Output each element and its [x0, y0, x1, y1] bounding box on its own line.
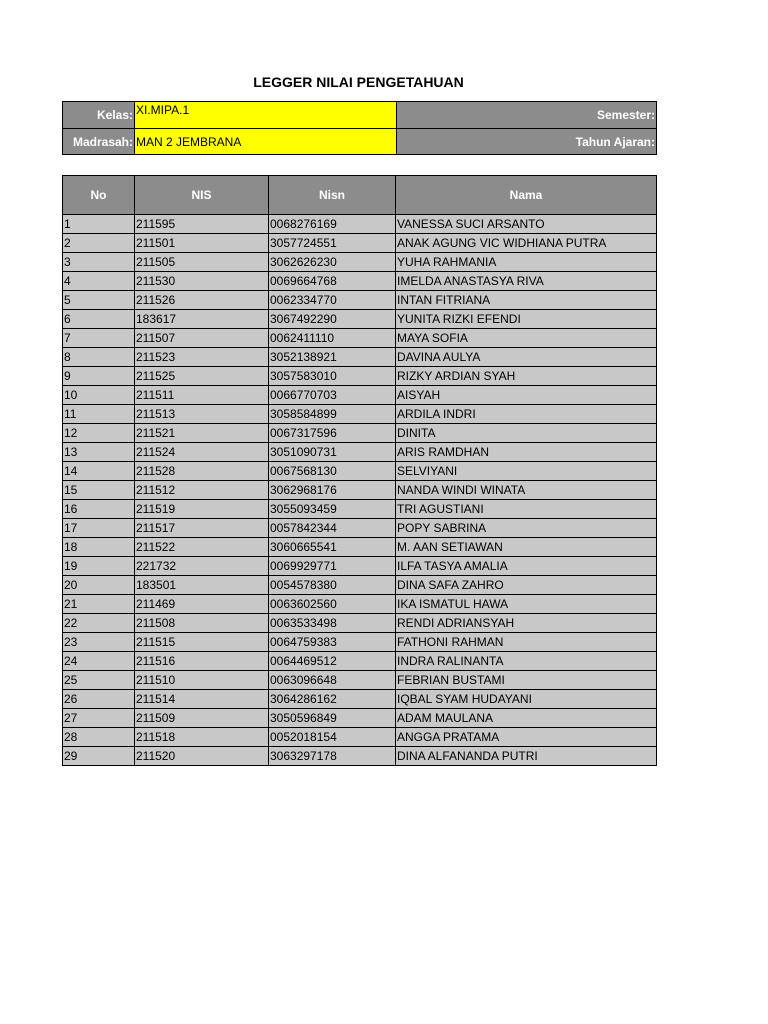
nama-cell[interactable]: FATHONI RAHMAN — [396, 633, 657, 652]
no-cell[interactable]: 27 — [63, 709, 135, 728]
nisn-cell[interactable]: 0067568130 — [269, 462, 396, 481]
nama-cell[interactable]: FEBRIAN BUSTAMI — [396, 671, 657, 690]
nama-cell[interactable]: SELVIYANI — [396, 462, 657, 481]
nis-cell[interactable]: 211525 — [135, 367, 269, 386]
nama-cell[interactable]: ANAK AGUNG VIC WIDHIANA PUTRA — [396, 234, 657, 253]
no-cell[interactable]: 4 — [63, 272, 135, 291]
table-row — [63, 728, 657, 747]
nama-cell[interactable]: VANESSA SUCI ARSANTO — [396, 215, 657, 234]
nisn-cell[interactable]: 3052138921 — [269, 348, 396, 367]
nis-cell[interactable]: 211517 — [135, 519, 269, 538]
no-cell[interactable]: 3 — [63, 253, 135, 272]
table-row — [63, 538, 657, 557]
nis-cell[interactable]: 211524 — [135, 443, 269, 462]
semester-label: Semester: — [397, 102, 657, 129]
nama-cell[interactable]: RIZKY ARDIAN SYAH — [396, 367, 657, 386]
nisn-cell[interactable]: 0064759383 — [269, 633, 396, 652]
nis-cell[interactable]: 221732 — [135, 557, 269, 576]
info-table — [62, 101, 657, 155]
nisn-cell[interactable]: 0068276169 — [269, 215, 396, 234]
info-row-kelas — [63, 102, 657, 129]
no-cell[interactable]: 15 — [63, 481, 135, 500]
no-cell[interactable]: 26 — [63, 690, 135, 709]
header-no: No — [63, 176, 135, 215]
table-row — [63, 690, 657, 709]
nis-cell[interactable]: 211513 — [135, 405, 269, 424]
nama-cell[interactable]: RENDI ADRIANSYAH — [396, 614, 657, 633]
madrasah-label: Madrasah: — [63, 129, 135, 155]
no-cell[interactable]: 18 — [63, 538, 135, 557]
tahun-ajaran-label: Tahun Ajaran: — [397, 129, 657, 155]
nisn-cell[interactable]: 3058584899 — [269, 405, 396, 424]
table-row — [63, 215, 657, 234]
no-cell[interactable]: 1 — [63, 215, 135, 234]
nis-cell[interactable]: 211519 — [135, 500, 269, 519]
kelas-value-cell[interactable]: XI.MIPA.1 — [135, 102, 397, 129]
no-cell[interactable]: 23 — [63, 633, 135, 652]
table-row — [63, 291, 657, 310]
nama-cell[interactable]: M. AAN SETIAWAN — [396, 538, 657, 557]
table-row — [63, 557, 657, 576]
nisn-cell[interactable]: 0063602560 — [269, 595, 396, 614]
info-row-madrasah — [63, 129, 657, 155]
nisn-cell[interactable]: 3063297178 — [269, 747, 396, 766]
table-row — [63, 481, 657, 500]
nisn-cell[interactable]: 3057583010 — [269, 367, 396, 386]
no-cell[interactable]: 11 — [63, 405, 135, 424]
nisn-cell[interactable]: 0054578380 — [269, 576, 396, 595]
madrasah-value-cell[interactable]: MAN 2 JEMBRANA — [135, 129, 397, 155]
nis-cell[interactable]: 183501 — [135, 576, 269, 595]
no-cell[interactable]: 6 — [63, 310, 135, 329]
table-row — [63, 709, 657, 728]
nama-cell[interactable]: IMELDA ANASTASYA RIVA — [396, 272, 657, 291]
no-cell[interactable]: 2 — [63, 234, 135, 253]
nama-cell[interactable]: ANGGA PRATAMA — [396, 728, 657, 747]
table-row — [63, 671, 657, 690]
nama-cell[interactable]: DINA ALFANANDA PUTRI — [396, 747, 657, 766]
no-cell[interactable]: 16 — [63, 500, 135, 519]
table-row — [63, 443, 657, 462]
table-row — [63, 253, 657, 272]
nama-cell[interactable]: INTAN FITRIANA — [396, 291, 657, 310]
table-row — [63, 633, 657, 652]
no-cell[interactable]: 13 — [63, 443, 135, 462]
nisn-cell[interactable]: 0062334770 — [269, 291, 396, 310]
kelas-label: Kelas: — [63, 102, 135, 129]
table-row — [63, 348, 657, 367]
table-row — [63, 576, 657, 595]
nama-cell[interactable]: MAYA SOFIA — [396, 329, 657, 348]
table-row — [63, 519, 657, 538]
student-table — [62, 175, 657, 766]
nisn-cell[interactable]: 3062968176 — [269, 481, 396, 500]
nisn-cell[interactable]: 3064286162 — [269, 690, 396, 709]
no-cell[interactable]: 20 — [63, 576, 135, 595]
nis-cell[interactable]: 211516 — [135, 652, 269, 671]
nis-cell[interactable]: 211505 — [135, 253, 269, 272]
nis-cell[interactable]: 211469 — [135, 595, 269, 614]
nama-cell[interactable]: DINA SAFA ZAHRO — [396, 576, 657, 595]
nisn-cell[interactable]: 0062411110 — [269, 329, 396, 348]
nis-cell[interactable]: 211523 — [135, 348, 269, 367]
nis-cell[interactable]: 211512 — [135, 481, 269, 500]
nisn-cell[interactable]: 0069929771 — [269, 557, 396, 576]
no-cell[interactable]: 17 — [63, 519, 135, 538]
nisn-cell[interactable]: 3062626230 — [269, 253, 396, 272]
table-row — [63, 386, 657, 405]
nis-cell[interactable]: 211522 — [135, 538, 269, 557]
table-row — [63, 614, 657, 633]
no-cell[interactable]: 21 — [63, 595, 135, 614]
nama-cell[interactable]: TRI AGUSTIANI — [396, 500, 657, 519]
table-row — [63, 329, 657, 348]
no-cell[interactable]: 7 — [63, 329, 135, 348]
nisn-cell[interactable]: 0052018154 — [269, 728, 396, 747]
table-row — [63, 310, 657, 329]
nis-cell[interactable]: 211509 — [135, 709, 269, 728]
nis-cell[interactable]: 211520 — [135, 747, 269, 766]
no-cell[interactable]: 5 — [63, 291, 135, 310]
no-cell[interactable]: 28 — [63, 728, 135, 747]
table-row — [63, 500, 657, 519]
nama-cell[interactable]: ARDILA INDRI — [396, 405, 657, 424]
nis-cell[interactable]: 211595 — [135, 215, 269, 234]
no-cell[interactable]: 22 — [63, 614, 135, 633]
nis-cell[interactable]: 211507 — [135, 329, 269, 348]
nama-cell[interactable]: ILFA TASYA AMALIA — [396, 557, 657, 576]
nis-cell[interactable]: 211528 — [135, 462, 269, 481]
table-row — [63, 405, 657, 424]
nisn-cell[interactable]: 3055093459 — [269, 500, 396, 519]
nis-cell[interactable]: 211530 — [135, 272, 269, 291]
nis-cell[interactable]: 211514 — [135, 690, 269, 709]
nisn-cell[interactable]: 0063533498 — [269, 614, 396, 633]
no-cell[interactable]: 19 — [63, 557, 135, 576]
nama-cell[interactable]: IQBAL SYAM HUDAYANI — [396, 690, 657, 709]
nis-cell[interactable]: 183617 — [135, 310, 269, 329]
nama-cell[interactable]: YUNITA RIZKI EFENDI — [396, 310, 657, 329]
table-row — [63, 234, 657, 253]
nis-cell[interactable]: 211508 — [135, 614, 269, 633]
nisn-cell[interactable]: 0067317596 — [269, 424, 396, 443]
nis-cell[interactable]: 211521 — [135, 424, 269, 443]
nama-cell[interactable]: NANDA WINDI WINATA — [396, 481, 657, 500]
nis-cell[interactable]: 211510 — [135, 671, 269, 690]
page-title: LEGGER NILAI PENGETAHUAN — [253, 74, 464, 90]
nisn-cell[interactable]: 3050596849 — [269, 709, 396, 728]
table-row — [63, 462, 657, 481]
nisn-cell[interactable]: 3060665541 — [269, 538, 396, 557]
nama-cell[interactable]: AISYAH — [396, 386, 657, 405]
nisn-cell[interactable]: 0057842344 — [269, 519, 396, 538]
table-row — [63, 424, 657, 443]
no-cell[interactable]: 24 — [63, 652, 135, 671]
nisn-cell[interactable]: 3067492290 — [269, 310, 396, 329]
nisn-cell[interactable]: 3057724551 — [269, 234, 396, 253]
header-nis: NIS — [135, 176, 269, 215]
nama-cell[interactable]: IKA ISMATUL HAWA — [396, 595, 657, 614]
table-row — [63, 652, 657, 671]
no-cell[interactable]: 29 — [63, 747, 135, 766]
nisn-cell[interactable]: 0063096648 — [269, 671, 396, 690]
header-nisn: Nisn — [269, 176, 396, 215]
no-cell[interactable]: 9 — [63, 367, 135, 386]
table-row — [63, 595, 657, 614]
nisn-cell[interactable]: 3051090731 — [269, 443, 396, 462]
no-cell[interactable]: 10 — [63, 386, 135, 405]
nama-cell[interactable]: POPY SABRINA — [396, 519, 657, 538]
header-nama: Nama — [396, 176, 657, 215]
table-row — [63, 272, 657, 291]
nis-cell[interactable]: 211515 — [135, 633, 269, 652]
table-header-row — [63, 176, 657, 215]
no-cell[interactable]: 12 — [63, 424, 135, 443]
nisn-cell[interactable]: 0064469512 — [269, 652, 396, 671]
nama-cell[interactable]: DAVINA AULYA — [396, 348, 657, 367]
no-cell[interactable]: 8 — [63, 348, 135, 367]
no-cell[interactable]: 14 — [63, 462, 135, 481]
nis-cell[interactable]: 211501 — [135, 234, 269, 253]
no-cell[interactable]: 25 — [63, 671, 135, 690]
nama-cell[interactable]: DINITA — [396, 424, 657, 443]
table-body — [63, 215, 657, 766]
nis-cell[interactable]: 211518 — [135, 728, 269, 747]
table-row — [63, 367, 657, 386]
nama-cell[interactable]: ARIS RAMDHAN — [396, 443, 657, 462]
nama-cell[interactable]: INDRA RALINANTA — [396, 652, 657, 671]
table-row — [63, 747, 657, 766]
nama-cell[interactable]: YUHA RAHMANIA — [396, 253, 657, 272]
nis-cell[interactable]: 211511 — [135, 386, 269, 405]
nisn-cell[interactable]: 0069664768 — [269, 272, 396, 291]
nisn-cell[interactable]: 0066770703 — [269, 386, 396, 405]
nama-cell[interactable]: ADAM MAULANA — [396, 709, 657, 728]
nis-cell[interactable]: 211526 — [135, 291, 269, 310]
